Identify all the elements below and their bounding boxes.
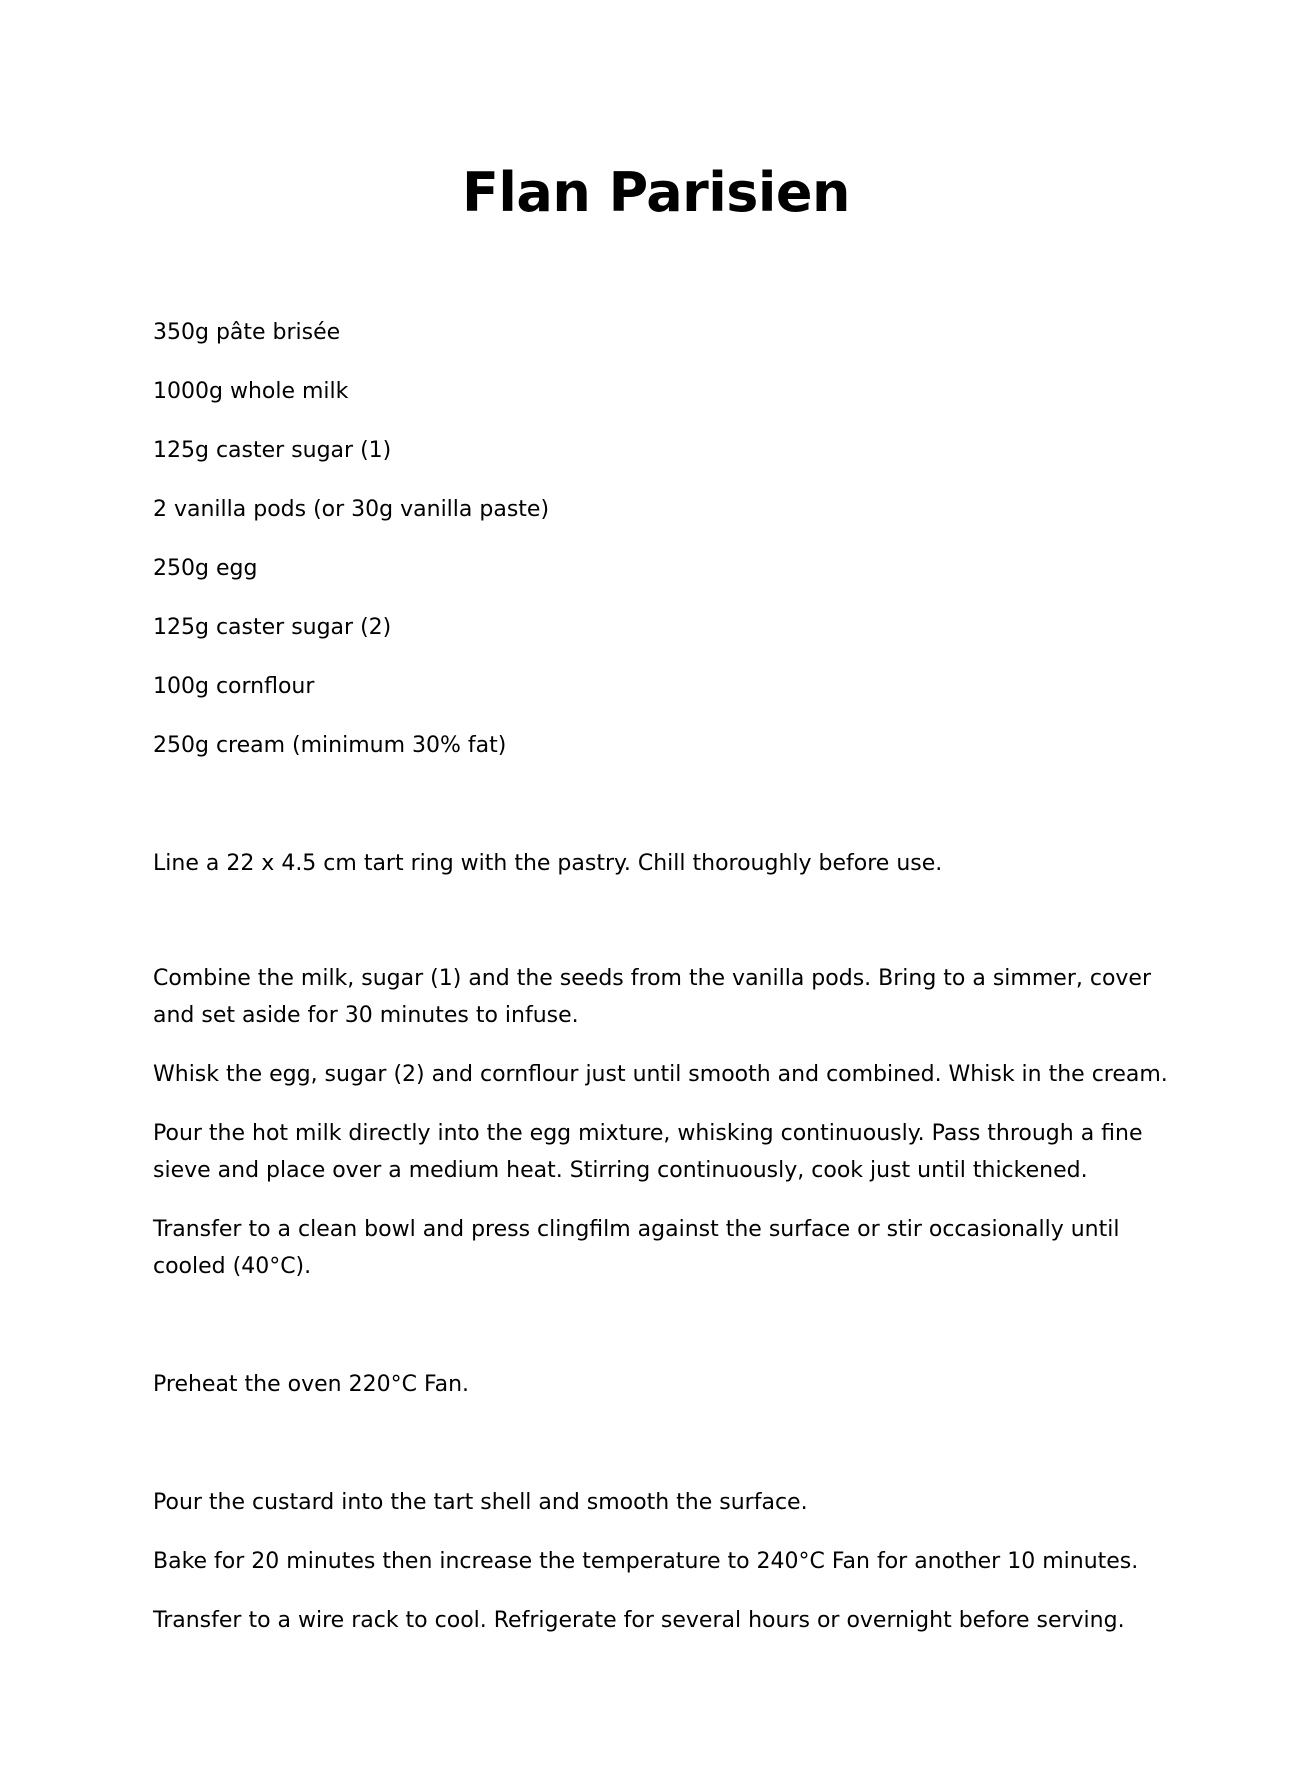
step-bake: Bake for 20 minutes then increase the temperature to 240°C Fan for another 10 minutes.	[153, 1549, 1139, 1574]
ingredient-item: 1000g whole milk	[153, 379, 349, 404]
ingredient-item: 250g egg	[153, 556, 258, 581]
ingredient-item: 125g caster sugar (1)	[153, 438, 392, 463]
step-combine-line-2: and set aside for 30 minutes to infuse.	[153, 1003, 579, 1028]
ingredient-item: 2 vanilla pods (or 30g vanilla paste)	[153, 497, 550, 522]
step-transfer-line-1: Transfer to a clean bowl and press clingfilm against the surface or stir occasionally until	[153, 1217, 1120, 1242]
step-transfer-line-2: cooled (40°C).	[153, 1254, 312, 1279]
step-line-ring: Line a 22 x 4.5 cm tart ring with the pastry. Chill thoroughly before use.	[153, 851, 943, 876]
page-title: Flan Parisien	[461, 161, 850, 224]
step-whisk: Whisk the egg, sugar (2) and cornflour just until smooth and combined. Whisk in the cream.	[153, 1062, 1168, 1087]
ingredient-item: 250g cream (minimum 30% fat)	[153, 733, 507, 758]
step-pour-line-2: sieve and place over a medium heat. Stirring continuously, cook just until thickened.	[153, 1158, 1088, 1183]
step-cool: Transfer to a wire rack to cool. Refrigerate for several hours or overnight before serving.	[153, 1608, 1125, 1633]
step-pour-custard: Pour the custard into the tart shell and smooth the surface.	[153, 1490, 808, 1515]
step-preheat: Preheat the oven 220°C Fan.	[153, 1372, 470, 1397]
ingredient-item: 350g pâte brisée	[153, 320, 341, 345]
step-pour-line-1: Pour the hot milk directly into the egg mixture, whisking continuously. Pass through a fine	[153, 1121, 1143, 1146]
ingredient-item: 125g caster sugar (2)	[153, 615, 392, 640]
step-combine-line-1: Combine the milk, sugar (1) and the seeds from the vanilla pods. Bring to a simmer, cover	[153, 966, 1152, 991]
ingredient-item: 100g cornflour	[153, 674, 315, 699]
